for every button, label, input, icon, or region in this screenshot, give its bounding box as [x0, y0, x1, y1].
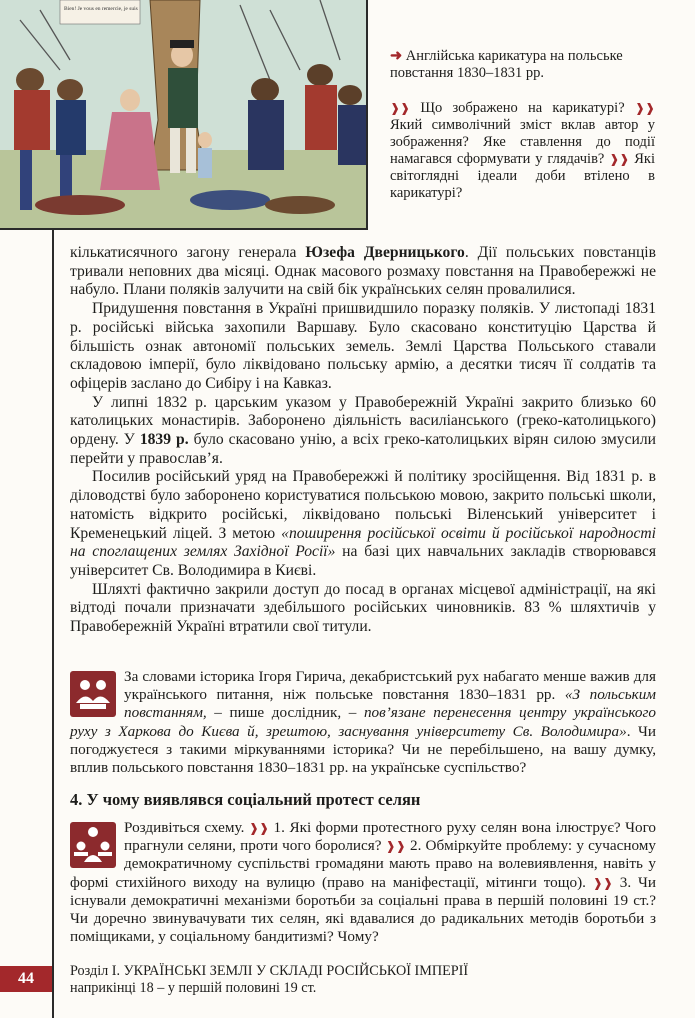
question-2: Який символічний зміст вклав автор у зображення? Яке ставлення до події намагався сформувати у глядачів? [390, 117, 655, 167]
task-discussion [70, 668, 656, 777]
page-number: 44 [0, 966, 52, 992]
paragraph-2: Придушення повстання в Україні пришвидшило поразку поляків. У листопаді 1831 р. російські війська захопили Варшаву. Було скасовано конституцію Царства й більшість ознак автономії польських земель. Землі Царства Польського ставали складовою імперії, було ліквідовано польську армію, а десятки тисяч її солдатів та офіцерів заслано до Сибіру і на Кавказ. [70, 300, 656, 392]
italic-quote: «поширення російської освіти й російської народності на споглащених землях Західної Росії» [70, 524, 656, 561]
text-run: За словами історика Ігоря Гирича, декабристський рух набагато менше важив для українського питання, ніж польське повстання 1830–1831 рр. [124, 668, 656, 704]
double-chevron-icon: ❱❱ [248, 821, 270, 835]
text-run: на базі цих навчальних закладів створювався університет Св. Володимира в Києві. [70, 543, 656, 579]
double-chevron-icon: ❱❱ [634, 101, 656, 115]
text-run: Роздивіться схему. [124, 819, 249, 836]
speech-text: Bien! Je vous en remercie, je suis [64, 6, 138, 12]
discussion-icon [70, 671, 116, 717]
italic-quote: пов’язане перенесення центру українського руху з Харкова до Києва й, зрештою, заснування університету Св. Володимира» [70, 704, 656, 740]
text-run: 3. Чи існували демократичні механізми боротьби за соціальні права в першій половині 19 ст.? Чи доречно звинувачувати тих селян, які вдавалися до радикальних методів боротьби з поміщиками, у соціальному бандитизмі? Чому? [70, 873, 656, 946]
text-run: кількатисячного загону генерала [70, 244, 306, 261]
image-questions [390, 100, 655, 202]
double-chevron-icon: ❱❱ [390, 101, 411, 115]
paragraph-1 [70, 244, 656, 300]
italic-quote: «З польським повстанням, [124, 686, 656, 722]
task-group-work [70, 819, 656, 946]
text-run: 1. Які форми протестного руху селян вона ілюструє? Чого прагнули селяни, проти чого боролися? [124, 819, 657, 855]
caricature-image [0, 0, 368, 230]
double-chevron-icon: ❱❱ [609, 152, 630, 166]
question-3: Які світоглядні ідеали доби втілено в карикатурі? [390, 151, 655, 201]
text-run: . Чи погоджуєтеся з такими міркуваннями історика? Чи не перебільшено, на вашу думку, вплив польського повстання 1830–1831 рр. на українське суспільство? [70, 722, 657, 777]
text-run: 2. Обміркуйте проблему: у сучасному демократичному суспільстві громадяни мають право на волевиявлення, навіть у формі стихійного виходу на вулицю (право на маніфестації, мітинги тощо). [70, 837, 656, 891]
caption-text: Англійська карикатура на польське повстання 1830–1831 рр. [390, 48, 623, 81]
group-work-icon [70, 822, 116, 868]
bold-date: 1839 р. [139, 431, 189, 449]
text-run: У липні 1832 р. царським указом у Правобережній Україні закрито близько 60 католицьких монастирів. Заборонено діяльність василіанського (греко-католицького) ордену. У [70, 393, 656, 449]
footer-line-2: наприкінці 18 – у першій половині 19 ст. [70, 980, 317, 996]
caricature-drawing [0, 0, 366, 228]
text-run: Посилив російський уряд на Правобережжі й політику зросійщення. Від 1831 р. в діловодстві було заборонено користуватися польською мовою, закрито польські школи, натомість відкрито російські, ліквідовано польські Віленський університет і Кременецький ліцей. З метою [70, 468, 656, 542]
question-1: Що зображено на карикатурі? [420, 100, 625, 116]
text-run: – пише дослідник, – [206, 704, 364, 722]
text-run: . Дії польських повстанців тривали неповних два місяці. Однак масового розмаху повстання на Правобережжі не набуло. Плани поляків залучити на свій бік українських селян провалилися. [70, 244, 656, 299]
bold-name: Юзефа Дверницького [305, 244, 465, 261]
footer-line-1: Розділ І. УКРАЇНСЬКІ ЗЕМЛІ У СКЛАДІ РОСІЙСЬКОЇ ІМПЕРІЇ [70, 963, 469, 979]
double-chevron-icon: ❱❱ [592, 875, 613, 890]
main-text [70, 244, 656, 637]
paragraph-3 [70, 394, 656, 469]
footer [70, 963, 656, 997]
text-run: було скасовано унію, а всіх греко-католицьких вірян силою змусили перейти у православ’я. [70, 431, 656, 467]
paragraph-4 [70, 468, 656, 580]
section-heading: 4. У чому виявлявся соціальний протест селян [70, 790, 421, 809]
double-chevron-icon: ❱❱ [385, 839, 406, 854]
arrow-left-icon: ➜ [390, 48, 403, 64]
paragraph-5: Шляхті фактично закрили доступ до посад в органах місцевої адміністрації, на які відтоді почали призначати здебільшого російських чиновників. 83 % шляхтичів у Правобережній Україні втратили свої титули. [70, 580, 656, 636]
image-caption [390, 48, 655, 82]
